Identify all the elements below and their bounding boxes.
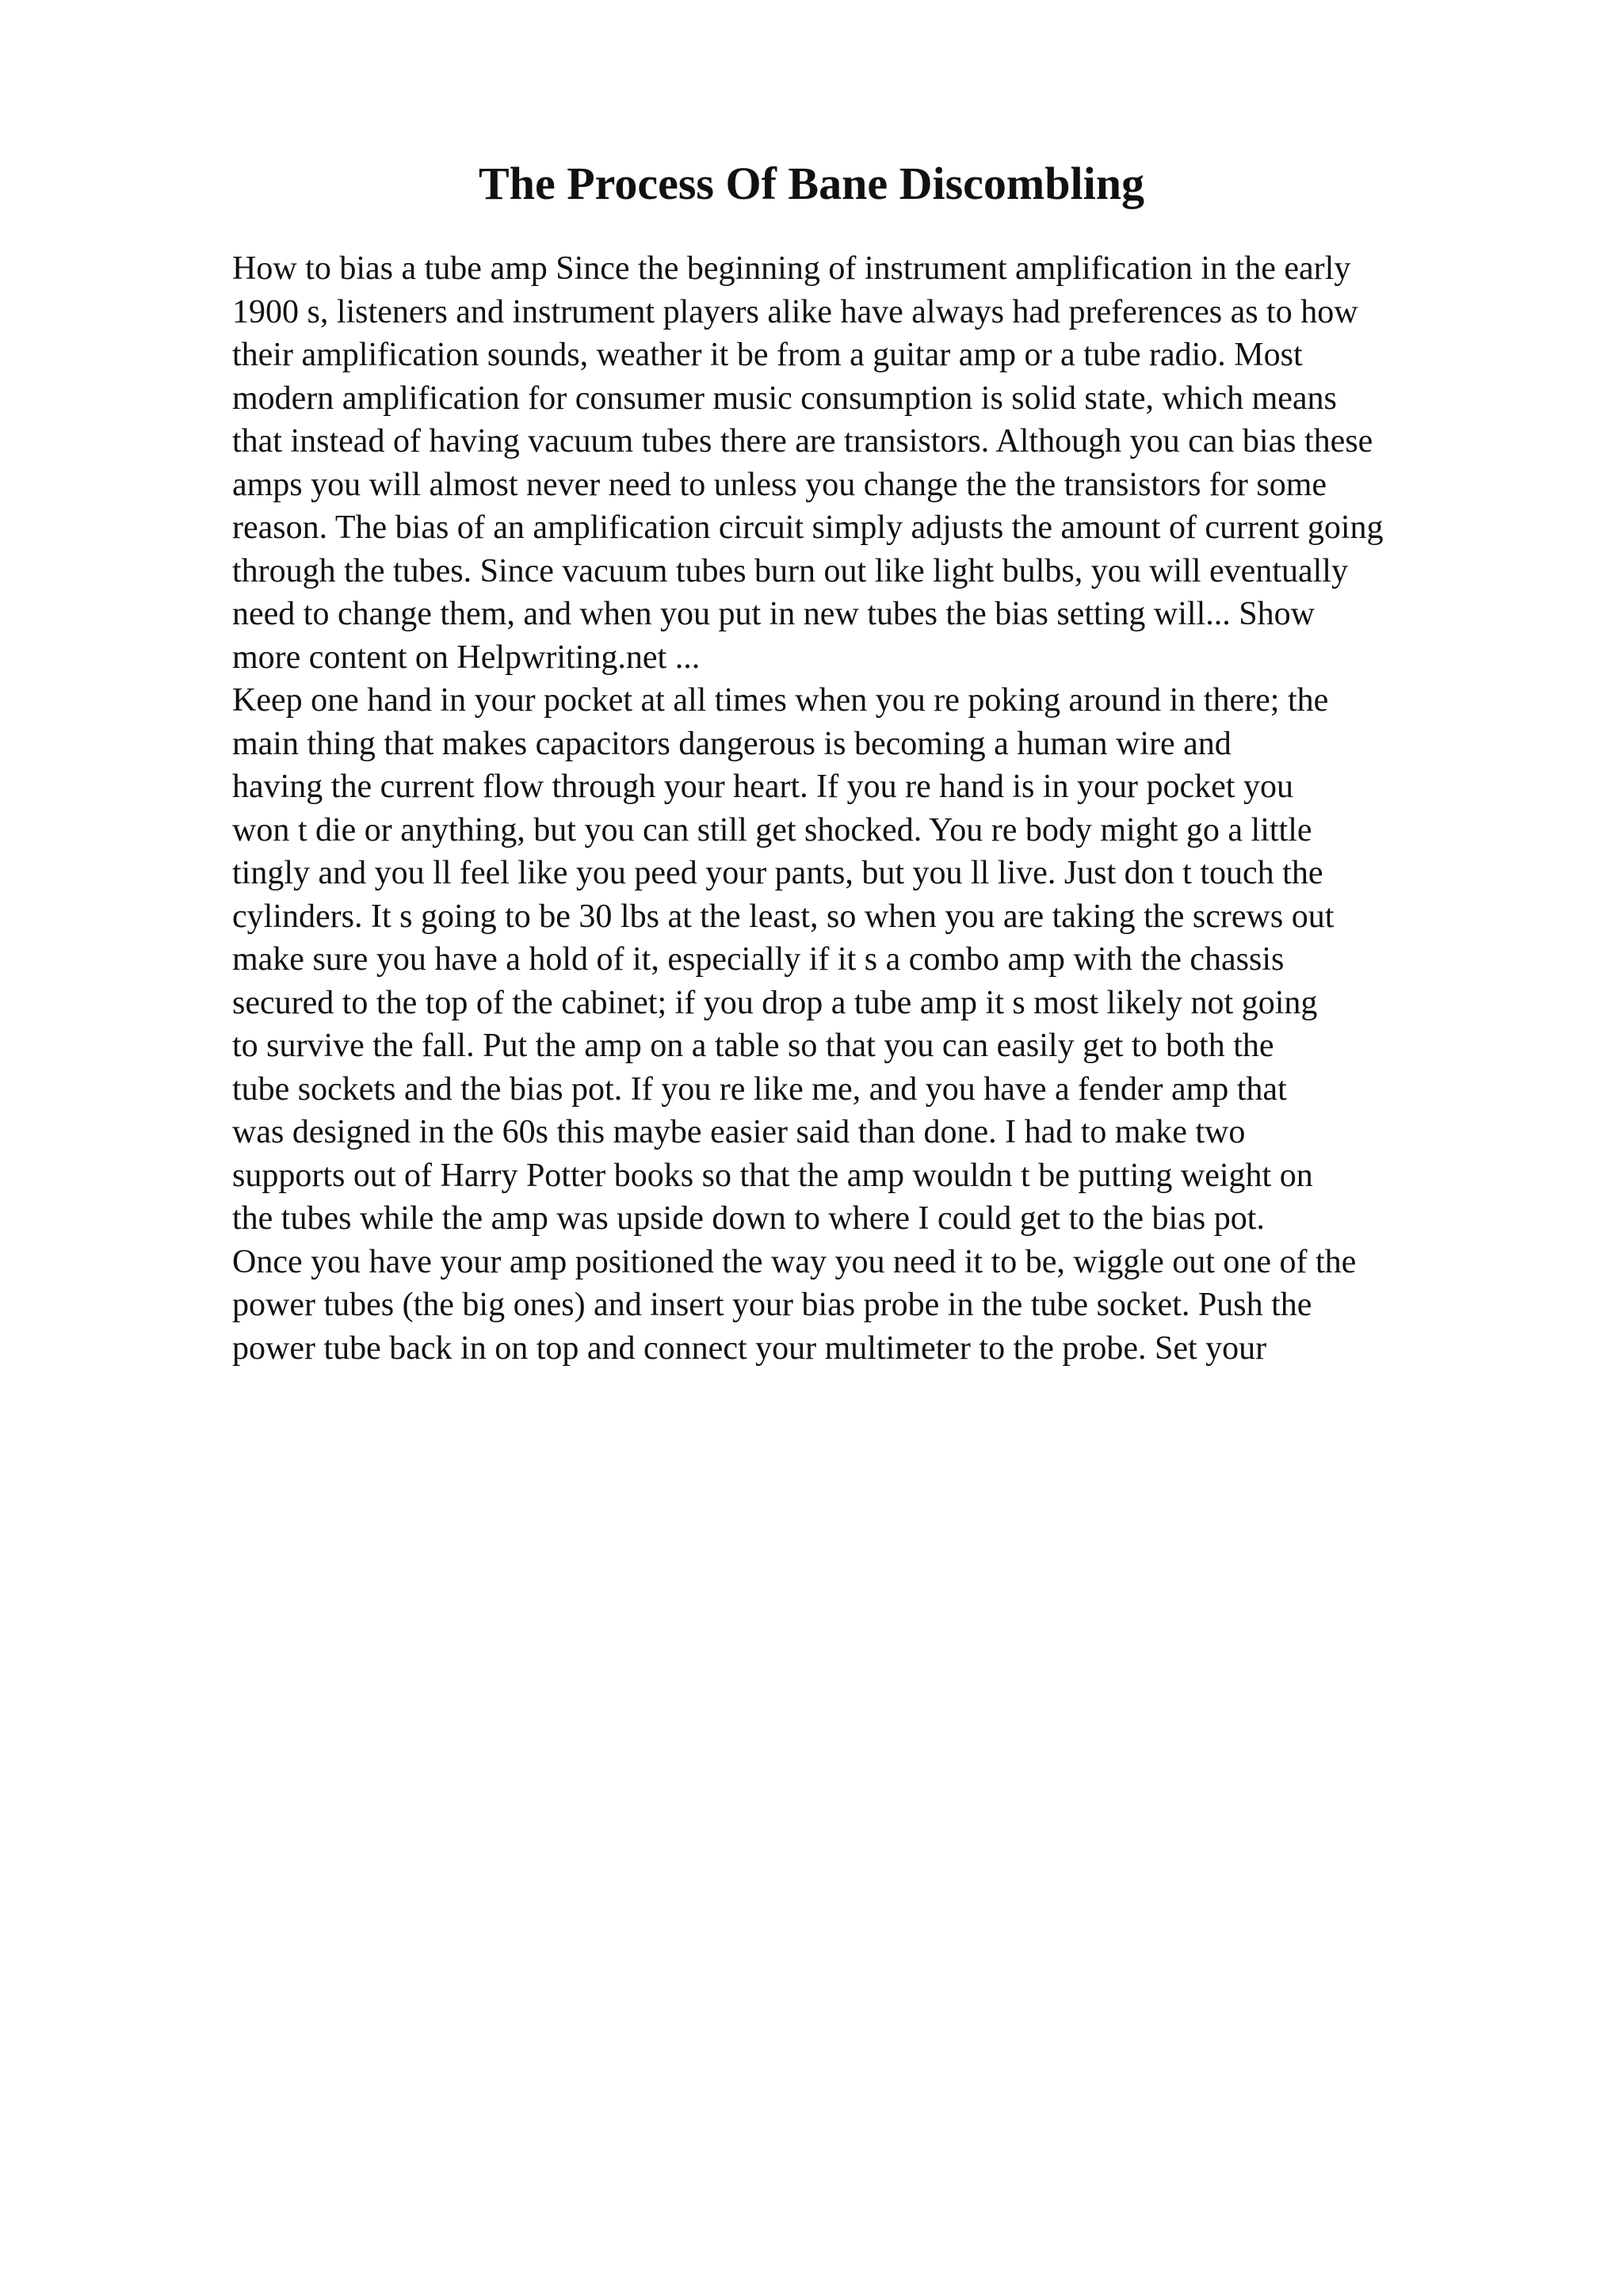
text-line: won t die or anything, but you can still get shocked. You re body might go a little [232,811,1312,849]
text-line: was designed in the 60s this maybe easier said than done. I had to make two [232,1114,1246,1150]
text-line: How to bias a tube amp Since the beginning of instrument amplification in the early [232,250,1351,287]
document-body [232,247,1532,1370]
text-line: more content on Helpwriting.net ... [232,639,701,676]
text-line: tingly and you ll feel like you peed your pants, but you ll live. Just don t touch the [232,855,1323,891]
text-line: cylinders. It s going to be 30 lbs at the least, so when you are taking the screws out [232,898,1335,935]
text-line: to survive the fall. Put the amp on a table so that you can easily get to both the [232,1028,1274,1064]
text-line: 1900 s, listeners and instrument players alike have always had preferences as to how [232,293,1358,330]
text-line: need to change them, and when you put in new tubes the bias setting will... Show [232,596,1315,632]
text-line: their amplification sounds, weather it be from a guitar amp or a tube radio. Most [232,337,1303,373]
text-line: the tubes while the amp was upside down to where I could get to the bias pot. [232,1200,1265,1237]
text-line: power tube back in on top and connect your multimeter to the probe. Set your [232,1329,1267,1367]
text-line: supports out of Harry Potter books so that the amp wouldn t be putting weight on [232,1157,1313,1194]
text-line: make sure you have a hold of it, especially if it s a combo amp with the chassis [232,941,1285,978]
text-line: secured to the top of the cabinet; if you drop a tube amp it s most likely not going [232,984,1318,1021]
text-line: Keep one hand in your pocket at all times when you re poking around in there; the [232,682,1329,719]
text-line: that instead of having vacuum tubes there are transistors. Although you can bias these [232,423,1373,460]
text-line: power tubes (the big ones) and insert your bias probe in the tube socket. Push the [232,1287,1312,1323]
text-line: tube sockets and the bias pot. If you re like me, and you have a fender amp that [232,1070,1287,1108]
text-line: main thing that makes capacitors dangerous is becoming a human wire and [232,725,1232,762]
text-line: modern amplification for consumer music consumption is solid state, which means [232,379,1337,417]
document-title: The Process Of Bane Discombling [479,158,1144,209]
text-line: having the current flow through your heart. If you re hand is in your pocket you [232,769,1293,805]
text-line: reason. The bias of an amplification circuit simply adjusts the amount of current going [232,509,1384,546]
text-line: amps you will almost never need to unless you change the the transistors for some [232,466,1327,503]
text-line: through the tubes. Since vacuum tubes burn out like light bulbs, you will eventually [232,552,1348,589]
text-line: Once you have your amp positioned the way you need it to be, wiggle out one of the [232,1243,1357,1280]
